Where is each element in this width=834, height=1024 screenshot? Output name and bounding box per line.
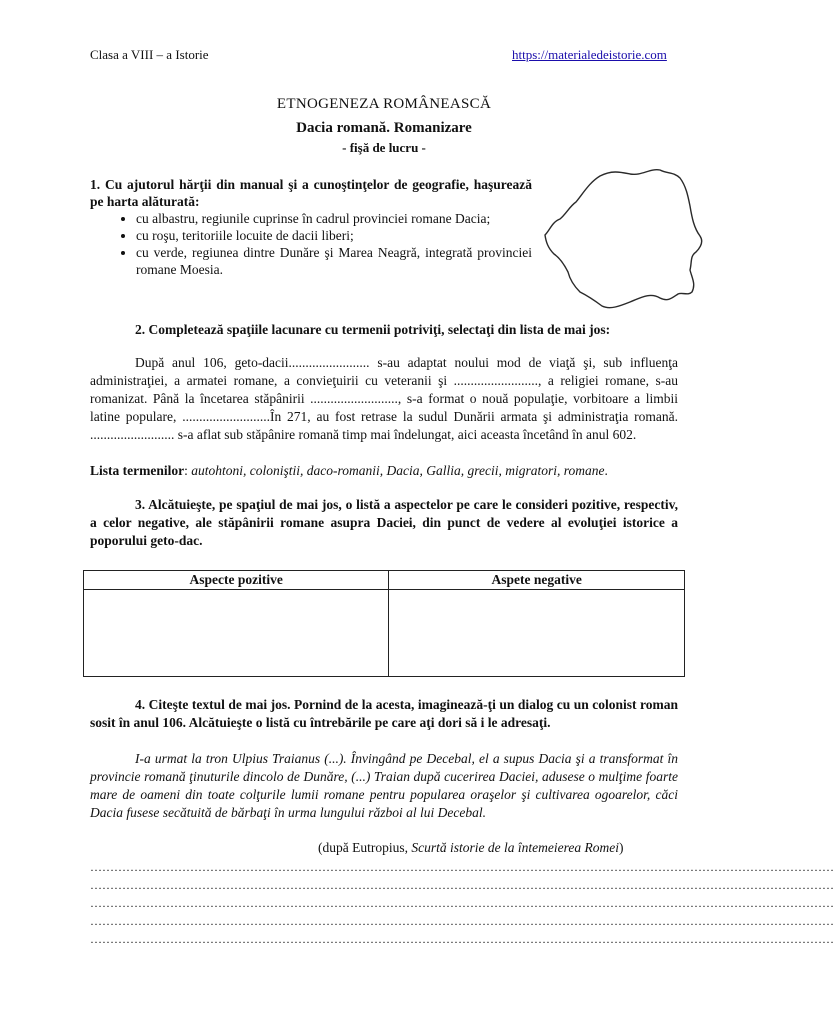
terms-values: autohtoni, coloniştii, daco-romanii, Dacia, Gallia, grecii, migratori, romane: [191, 463, 605, 478]
answer-lines[interactable]: [90, 858, 834, 948]
answer-line[interactable]: ……………………………………………………………………………………………………………………………………………………………………: [90, 878, 834, 892]
list-item: • cu roşu, teritoriile locuite de dacii liberi;: [136, 227, 532, 244]
source-suffix: ): [618, 840, 624, 855]
list-item: • cu verde, regiunea dintre Dunăre şi Marea Neagră, integrată provinciei romane Moesia.: [136, 244, 532, 278]
column-header-positive: Aspecte pozitive: [84, 571, 389, 590]
romania-outline-map[interactable]: [540, 162, 705, 314]
positive-answer-cell[interactable]: [84, 590, 389, 677]
map-border: [545, 170, 702, 308]
question-4-prompt: 4. Citeşte textul de mai jos. Pornind de la acesta, imaginează-ţi un dialog cu un colonist roman sosit în anul 106. Alcătuieşte o listă cu întrebările pe care aţi dori să i le adresaţi.: [90, 697, 678, 730]
worksheet-label: - fişă de lucru -: [342, 140, 426, 155]
question-2-prompt: 2. Completează spaţiile lacunare cu termenii potriviţi, selectaţi din lista de mai jos:: [135, 322, 611, 337]
question-1-list: [90, 210, 532, 278]
answer-line[interactable]: ……………………………………………………………………………………………………………………………………………………………………: [90, 896, 834, 910]
quote-source: [318, 840, 623, 856]
header-class-label: Clasa a VIII – a Istorie: [90, 47, 209, 62]
terms-list: Lista termenilor: autohtoni, coloniştii, daco-romanii, Dacia, Gallia, grecii, migratori, romane.: [90, 463, 608, 478]
list-item: • cu albastru, regiunile cuprinse în cadrul provinciei romane Dacia;: [136, 210, 532, 227]
aspects-table: [83, 570, 685, 677]
source-prefix: (după Eutropius,: [318, 840, 412, 855]
header-site-link[interactable]: https://materialedeistorie.com: [512, 47, 667, 62]
fill-in-text: După anul 106, geto-dacii........................ s-au adaptat noului mod de viaţă şi, sub influenţa administraţiei, a armatei romane, a convieţuirii cu veteranii şi ........................., a religiei romane, s-au romanizat. Până la încetarea stăpânirii .........................., s-a format o nouă populaţie, vorbitoare a limbii latine populare, ..........................În 271, au fost retrase la sudul Dunării armata şi administraţia romană. ......................... s-a aflat sub stăpânire romană timp mai îndelungat, aici aceasta încetând în anul 602.: [90, 355, 678, 442]
answer-line[interactable]: ……………………………………………………………………………………………………………………………………………………………………: [90, 932, 834, 946]
terms-label: Lista termenilor: [90, 463, 185, 478]
answer-line[interactable]: ……………………………………………………………………………………………………………………………………………………………………: [90, 914, 834, 928]
source-title: Scurtă istorie de la întemeierea Romei: [411, 840, 619, 855]
answer-line[interactable]: ……………………………………………………………………………………………………………………………………………………………………: [90, 860, 834, 874]
question-3-prompt: 3. Alcătuieşte, pe spaţiul de mai jos, o listă a aspectelor pe care le consideri pozitive, respectiv, a celor negative, ale stăpânirii romane asupra Daciei, din punct de vedere al evoluţiei istorice a poporului geto-dac.: [90, 497, 678, 548]
negative-answer-cell[interactable]: [389, 590, 685, 677]
page-subtitle: Dacia romană. Romanizare: [296, 120, 472, 136]
historical-quote: I-a urmat la tron Ulpius Traianus (...). Învingând pe Decebal, el a supus Dacia şi a transformat în provincie romană ţinuturile dincolo de Dunăre, (...) Traian după cucerirea Daciei, adusese o mulţime foarte mare de oameni din toate colţurile lumii romane pentru popularea oraşelor şi cultivarea ogoarelor, căci Dacia fusese secătuită de bărbaţi în urma lungului război al lui Decebal.: [90, 751, 678, 820]
column-header-negative: Aspete negative: [389, 571, 685, 590]
question-1-prompt: 1. Cu ajutorul hărţii din manual şi a cunoştinţelor de geografie, haşurează pe harta alăturată:: [90, 177, 532, 209]
page-title: ETNOGENEZA ROMÂNEASCĂ: [276, 96, 492, 112]
question-1: [90, 176, 532, 278]
